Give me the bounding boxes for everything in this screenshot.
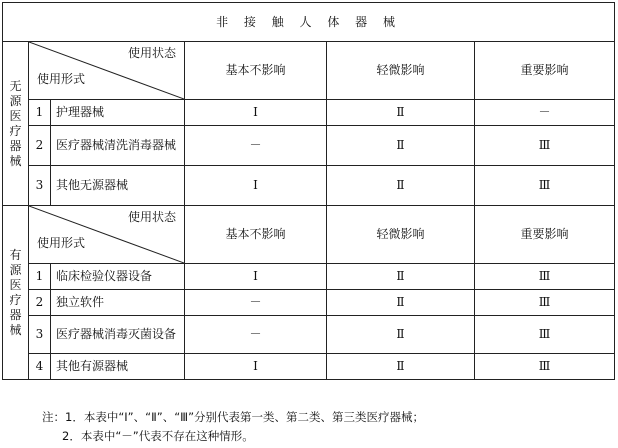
row-name: 医疗器械清洗消毒器械: [51, 126, 185, 166]
column-header: 轻微影响: [327, 42, 475, 100]
cell-value: Ⅱ: [327, 354, 475, 380]
table-row: [3, 264, 615, 290]
section-char: 源: [9, 262, 22, 277]
cell-value: Ⅱ: [327, 100, 475, 126]
row-name: 其他无源器械: [51, 166, 185, 206]
row-number: 2: [29, 126, 51, 166]
table-title: 非 接 触 人 体 器 械: [3, 3, 615, 42]
row-name: 独立软件: [51, 290, 185, 316]
row-number: 3: [29, 316, 51, 354]
note-line-1: 注：1．本表中“Ⅰ”、“Ⅱ”、“Ⅲ”分别代表第一类、第二类、第三类医疗器械；: [42, 410, 425, 424]
cell-value: －: [185, 126, 327, 166]
cell-value: Ⅲ: [475, 264, 615, 290]
section-label-active: [3, 206, 29, 380]
section-char: 源: [9, 93, 22, 108]
section-char: 无: [9, 78, 22, 93]
cell-value: Ⅱ: [327, 126, 475, 166]
cell-value: Ⅰ: [185, 100, 327, 126]
row-number: 1: [29, 100, 51, 126]
row-name: 护理器械: [51, 100, 185, 126]
column-header: 重要影响: [475, 42, 615, 100]
cell-value: Ⅲ: [475, 290, 615, 316]
cell-value: －: [185, 290, 327, 316]
table-row: [3, 354, 615, 380]
usage-form-label: 使用形式: [37, 236, 86, 250]
diagonal-header-cell: [29, 206, 185, 264]
table-row: [3, 316, 615, 354]
cell-value: Ⅰ: [185, 264, 327, 290]
row-name: 医疗器械消毒灭菌设备: [51, 316, 185, 354]
usage-form-label: 使用形式: [37, 72, 86, 86]
cell-value: Ⅱ: [327, 264, 475, 290]
row-name: 临床检验仪器设备: [51, 264, 185, 290]
section-char: 械: [9, 322, 22, 337]
table-row: [3, 166, 615, 206]
row-number: 1: [29, 264, 51, 290]
column-header: 轻微影响: [327, 206, 475, 264]
section-label-passive: [3, 42, 29, 206]
row-number: 2: [29, 290, 51, 316]
column-header: 基本不影响: [185, 206, 327, 264]
cell-value: Ⅱ: [327, 290, 475, 316]
column-header: 重要影响: [475, 206, 615, 264]
section-char: 器: [9, 307, 22, 322]
cell-value: Ⅰ: [185, 166, 327, 206]
usage-state-label: 使用状态: [127, 46, 176, 60]
table-notes: [42, 408, 424, 446]
row-number: 3: [29, 166, 51, 206]
section-char: 医: [9, 277, 22, 292]
cell-value: Ⅲ: [475, 316, 615, 354]
row-name: 其他有源器械: [51, 354, 185, 380]
section-char: 有: [9, 247, 22, 262]
table-row: [3, 126, 615, 166]
section-char: 器: [9, 138, 22, 153]
cell-value: Ⅲ: [475, 166, 615, 206]
section-char: 械: [9, 153, 22, 168]
diagonal-header-cell: [29, 42, 185, 100]
cell-value: Ⅱ: [327, 316, 475, 354]
table-row: [3, 290, 615, 316]
note-line-2: 2．本表中“－”代表不存在这种情形。: [62, 429, 254, 443]
cell-value: Ⅰ: [185, 354, 327, 380]
cell-value: －: [475, 100, 615, 126]
cell-value: Ⅲ: [475, 126, 615, 166]
section-char: 疗: [9, 123, 22, 138]
table-row: [3, 100, 615, 126]
column-header: 基本不影响: [185, 42, 327, 100]
usage-state-label: 使用状态: [127, 210, 176, 224]
row-number: 4: [29, 354, 51, 380]
cell-value: Ⅱ: [327, 166, 475, 206]
cell-value: Ⅲ: [475, 354, 615, 380]
section-char: 医: [9, 108, 22, 123]
section-char: 疗: [9, 292, 22, 307]
classification-table: [2, 2, 615, 380]
cell-value: －: [185, 316, 327, 354]
